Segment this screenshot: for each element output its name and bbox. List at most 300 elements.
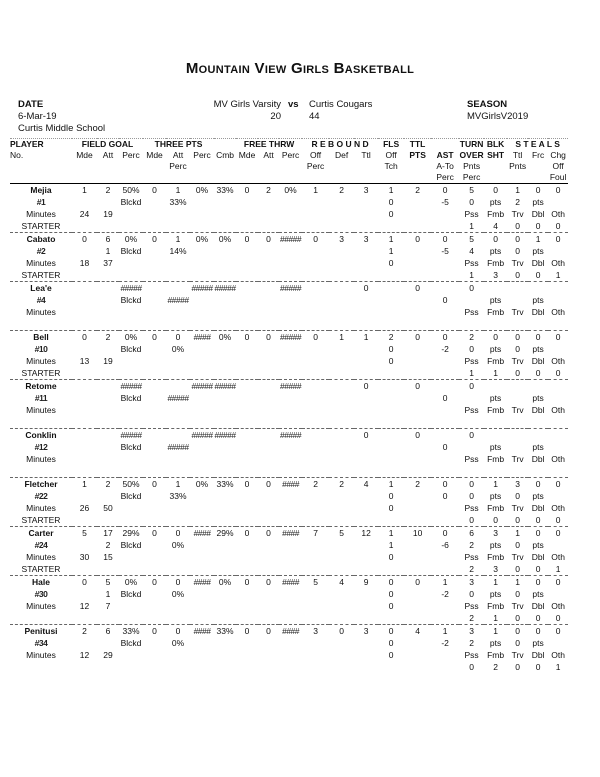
stat-cell [236, 416, 258, 429]
stat-cell [279, 551, 302, 563]
stat-cell [119, 220, 143, 233]
stat-cell: Blckd [120, 344, 142, 354]
stat-cell [302, 588, 329, 600]
stat-cell [329, 429, 354, 442]
stat-cell: Fmb [487, 356, 505, 366]
col-header-cmb: Cmb [216, 150, 235, 160]
stat-cell [431, 269, 459, 282]
stat-cell [459, 294, 484, 306]
stat-cell: pts [532, 442, 544, 452]
stat-cell [548, 294, 568, 306]
stat-cell: 5 [329, 527, 354, 540]
stat-cell: 1 [388, 540, 394, 550]
stat-cell [143, 318, 166, 331]
stat-cell: 1 [378, 233, 404, 246]
stat-cell: 0 [528, 478, 548, 491]
stat-cell: 50% [119, 478, 143, 491]
stat-cell [258, 539, 279, 551]
stat-cell: 33% [214, 625, 236, 638]
stat-cell [236, 294, 258, 306]
stat-cell: 1 [528, 233, 548, 246]
stat-cell: 0 [378, 625, 404, 638]
stat-cell: 1 [507, 527, 528, 540]
stat-cell: 0 [72, 331, 97, 344]
stat-cell: 0 [507, 331, 528, 344]
col-header-pnts-to: Pnts [463, 161, 481, 171]
stat-cell: 0 [388, 356, 394, 366]
stat-cell [279, 637, 302, 649]
season-label: SEASON [467, 99, 508, 110]
stat-cell [354, 208, 378, 220]
stat-cell [72, 404, 97, 416]
stat-cell [354, 416, 378, 429]
stat-cell [329, 453, 354, 465]
stat-cell [378, 453, 404, 465]
stat-cell: 0 [515, 564, 520, 574]
stat-cell [97, 380, 119, 393]
stat-cell: 0 [388, 344, 394, 354]
stat-cell: ##### [167, 393, 189, 403]
stat-cell [404, 490, 431, 502]
stat-cell [190, 600, 214, 612]
stat-cell [404, 551, 431, 563]
stat-cell [236, 355, 258, 367]
col-header-blk: BLK [486, 139, 505, 149]
stat-cell [548, 282, 568, 295]
stat-cell [166, 502, 190, 514]
stat-cell: 0 [548, 527, 568, 540]
stat-cell [97, 220, 119, 233]
stat-cell [354, 294, 378, 306]
header-row-sub3 [10, 172, 568, 184]
stat-cell [354, 220, 378, 233]
stat-cell: Oth [551, 601, 565, 611]
stat-cell: 30 [79, 552, 90, 562]
player-row [10, 661, 568, 673]
stat-cell [236, 588, 258, 600]
stat-cell: 0 [388, 503, 394, 513]
stat-cell: #### [279, 576, 302, 589]
stat-cell: Fmb [487, 503, 505, 513]
stat-cell: pts [489, 197, 502, 207]
stat-cell [528, 318, 548, 331]
stat-cell [166, 465, 190, 478]
minutes-label: Minutes [26, 356, 56, 366]
player-row [10, 514, 568, 527]
stat-cell [302, 343, 329, 355]
stat-cell [404, 465, 431, 478]
stat-cell [166, 269, 190, 282]
stat-cell: pts [532, 344, 544, 354]
player-name: Hale [10, 576, 72, 589]
stat-cell: Pss [464, 601, 479, 611]
stat-cell [258, 661, 279, 673]
stat-cell [302, 355, 329, 367]
stat-cell [258, 355, 279, 367]
stat-cell [119, 453, 143, 465]
stat-cell: 0 [535, 515, 541, 525]
stat-cell [72, 465, 97, 478]
stat-cell: 0% [119, 576, 143, 589]
stat-cell [236, 453, 258, 465]
stat-cell [72, 429, 97, 442]
stat-cell [72, 294, 97, 306]
stat-cell: 0% [171, 344, 185, 354]
stat-cell: 0 [388, 209, 394, 219]
col-header-mde: Mde [238, 150, 256, 160]
stat-cell [190, 306, 214, 318]
stat-cell [329, 490, 354, 502]
stat-cell [431, 416, 459, 429]
stat-cell: 15 [103, 552, 113, 562]
stat-cell [378, 294, 404, 306]
col-header-att: Att [263, 150, 274, 160]
stat-cell [97, 514, 119, 527]
player-row [10, 539, 568, 551]
stat-cell [329, 649, 354, 661]
stat-cell: #### [279, 478, 302, 491]
stat-cell [378, 306, 404, 318]
stat-cell: 1 [484, 625, 507, 638]
stat-cell [166, 661, 190, 673]
stat-cell [431, 502, 459, 514]
stat-cell: 0 [143, 527, 166, 540]
minutes-label: Minutes [26, 405, 56, 415]
col-header-tch: Tch [384, 161, 398, 171]
stat-cell: 3 [507, 478, 528, 491]
stat-cell: 0 [388, 601, 394, 611]
stat-cell: Pss [464, 650, 479, 660]
stat-cell [214, 563, 236, 576]
col-header-perc: Perc [122, 150, 140, 160]
stat-cell: pts [489, 344, 502, 354]
stat-cell [258, 380, 279, 393]
starter-label [10, 661, 72, 673]
col-header-foul: Foul [549, 172, 567, 182]
player-number: #11 [34, 393, 48, 403]
stat-cell: 1 [555, 564, 561, 574]
stat-cell [431, 404, 459, 416]
stat-cell: 0 [354, 380, 378, 393]
stat-cell: 0 [555, 613, 561, 623]
stat-cell: 1 [431, 625, 459, 638]
stat-cell [258, 514, 279, 527]
stat-cell: 3 [459, 576, 484, 589]
stat-cell: -6 [441, 540, 449, 550]
stat-cell [119, 404, 143, 416]
stat-cell: 0 [484, 331, 507, 344]
stat-cell: Fmb [487, 454, 505, 464]
stat-cell: 12 [79, 650, 90, 660]
stat-cell [279, 306, 302, 318]
stat-cell: 0 [166, 527, 190, 540]
col-header-turn: TURN [459, 139, 484, 149]
stat-cell [431, 257, 459, 269]
stat-cell: pts [489, 246, 502, 256]
stat-cell [258, 404, 279, 416]
minutes-label: Minutes [26, 552, 56, 562]
stat-cell: 33% [119, 625, 143, 638]
player-name: Bell [10, 331, 72, 344]
stat-cell [302, 392, 329, 404]
stat-cell [459, 416, 484, 429]
player-name: Conklin [10, 429, 72, 442]
player-name: Carter [10, 527, 72, 540]
stat-cell [72, 269, 97, 282]
stat-cell [507, 465, 528, 478]
stat-cell [97, 294, 119, 306]
player-row [10, 600, 568, 612]
player-row [10, 269, 568, 282]
stat-cell: #### [190, 527, 214, 540]
stat-cell [214, 245, 236, 257]
player-number: #4 [36, 295, 46, 305]
stat-cell: 1 [555, 662, 561, 672]
stat-cell [143, 551, 166, 563]
stat-cell [236, 245, 258, 257]
stat-cell: 6 [459, 527, 484, 540]
player-row [10, 196, 568, 208]
stat-cell: 1 [507, 576, 528, 589]
stat-cell [190, 551, 214, 563]
stat-cell [190, 514, 214, 527]
stat-cell: 0 [515, 613, 520, 623]
player-name: Penitusi [10, 625, 72, 638]
stat-cell [190, 392, 214, 404]
col-header-ttl-steals: Ttl [512, 150, 523, 160]
stat-cell [143, 380, 166, 393]
stat-cell: pts [489, 295, 502, 305]
stat-cell [378, 404, 404, 416]
stat-cell: 12 [354, 527, 378, 540]
player-row [10, 612, 568, 625]
stat-cell [214, 257, 236, 269]
stat-cell [214, 367, 236, 380]
stat-cell [354, 612, 378, 625]
stat-cell [329, 600, 354, 612]
stat-cell [119, 367, 143, 380]
stat-cell: 0 [515, 491, 520, 501]
stat-cell: 1 [469, 368, 474, 378]
stat-cell [404, 514, 431, 527]
stat-cell [119, 306, 143, 318]
player-number: #24 [34, 540, 48, 550]
stat-cell [431, 318, 459, 331]
stat-cell [548, 245, 568, 257]
stat-cell [484, 318, 507, 331]
stat-cell: ##### [191, 381, 213, 391]
stat-cell [119, 661, 143, 673]
player-row [10, 392, 568, 404]
stat-cell [302, 502, 329, 514]
stat-cell: 3 [354, 625, 378, 638]
stat-cell: 4 [493, 221, 498, 231]
stat-cell: Trv [511, 356, 524, 366]
stat-cell [119, 502, 143, 514]
stat-cell: 50% [122, 185, 140, 195]
stat-cell: 1 [515, 185, 520, 195]
home-team: MV Girls Varsity [213, 99, 281, 110]
stat-cell: 1 [354, 331, 378, 344]
stat-cell [279, 539, 302, 551]
stat-cell [484, 429, 507, 442]
stat-cell [431, 612, 459, 625]
stat-cell: 3 [493, 564, 498, 574]
stat-cell: pts [532, 589, 544, 599]
stat-cell: pts [532, 197, 544, 207]
player-name: Lea'e [10, 282, 72, 295]
stat-cell: 0 [143, 331, 166, 344]
stat-cell [507, 380, 528, 393]
stat-cell: 0 [166, 576, 190, 589]
stat-cell [354, 588, 378, 600]
header-row-groups [10, 139, 568, 151]
stat-cell: 1 [105, 246, 111, 256]
stat-cell: Oth [551, 405, 565, 415]
col-header-player: PLAYER [10, 139, 44, 149]
player-row [10, 343, 568, 355]
stat-cell [404, 269, 431, 282]
stat-cell: 0 [236, 576, 258, 589]
stat-cell: 0 [548, 576, 568, 589]
stat-cell: 0 [493, 515, 498, 525]
stat-cell [354, 245, 378, 257]
stat-cell [97, 416, 119, 429]
stat-cell [97, 612, 119, 625]
stat-cell: 19 [103, 356, 113, 366]
stat-cell: Dbl [531, 405, 545, 415]
stat-cell [190, 416, 214, 429]
stat-cell [214, 355, 236, 367]
stat-cell [329, 245, 354, 257]
stat-cell [143, 441, 166, 453]
stat-cell [72, 514, 97, 527]
stat-cell [166, 220, 190, 233]
stat-cell: 0 [528, 576, 548, 589]
stat-cell [166, 355, 190, 367]
stat-cell [258, 196, 279, 208]
col-header-att: Att [102, 150, 114, 160]
stat-cell [404, 245, 431, 257]
stat-cell: 0 [515, 662, 520, 672]
stat-cell: 0 [143, 478, 166, 491]
col-header-ttl: TTL [409, 139, 426, 149]
stat-cell [258, 490, 279, 502]
player-row [10, 233, 568, 246]
stat-cell: 0 [507, 625, 528, 638]
player-name: Fletcher [10, 478, 72, 491]
stat-cell: 0% [171, 589, 185, 599]
stat-cell [72, 196, 97, 208]
stat-cell: 1 [105, 589, 111, 599]
stat-cell [258, 245, 279, 257]
stat-cell [258, 269, 279, 282]
stat-cell [302, 429, 329, 442]
stat-cell: 0 [236, 233, 258, 246]
stat-cell [214, 392, 236, 404]
stat-cell: Pss [464, 258, 479, 268]
stat-cell: 3 [354, 233, 378, 246]
stat-cell [279, 367, 302, 380]
col-header-off-fls: Off [385, 150, 397, 160]
stat-cell [431, 282, 459, 295]
stat-cell [190, 355, 214, 367]
stat-cell [279, 600, 302, 612]
starter-label: STARTER [21, 221, 61, 231]
home-score: 20 [270, 111, 281, 122]
player-row [10, 576, 568, 589]
stat-cell: 0 [404, 233, 431, 246]
stat-cell [302, 453, 329, 465]
stat-cell [354, 367, 378, 380]
stat-cell [507, 429, 528, 442]
stat-cell: ##### [214, 283, 236, 293]
stat-cell [279, 269, 302, 282]
stat-cell [507, 318, 528, 331]
stat-cell: 2 [469, 564, 474, 574]
stat-cell [329, 502, 354, 514]
stat-cell [354, 441, 378, 453]
stat-cell [431, 465, 459, 478]
player-name: Cabato [10, 233, 72, 246]
stat-cell: 2 [415, 185, 420, 195]
stat-cell: Fmb [487, 258, 505, 268]
stat-cell [354, 257, 378, 269]
stat-cell [302, 490, 329, 502]
stats-table [10, 138, 568, 673]
stat-cell: 0 [388, 197, 394, 207]
stat-cell [166, 282, 190, 295]
stat-cell [354, 453, 378, 465]
stat-cell: Oth [551, 454, 565, 464]
stat-cell [431, 220, 459, 233]
stat-cell [378, 367, 404, 380]
stat-cell: 2 [493, 662, 498, 672]
stat-cell: 1 [378, 527, 404, 540]
starter-label [10, 612, 72, 625]
stat-cell [329, 539, 354, 551]
stat-cell [214, 220, 236, 233]
stat-cell [143, 355, 166, 367]
stat-cell: 0 [388, 638, 394, 648]
stat-cell [72, 245, 97, 257]
stat-cell [72, 367, 97, 380]
stat-cell [484, 380, 507, 393]
player-row [10, 404, 568, 416]
stat-cell: 1 [493, 613, 498, 623]
player-row [10, 551, 568, 563]
stat-cell [302, 282, 329, 295]
stat-cell: 1 [431, 576, 459, 589]
stat-cell [279, 649, 302, 661]
stat-cell [548, 588, 568, 600]
stat-cell: 13 [79, 356, 90, 366]
stat-cell [258, 429, 279, 442]
stat-cell: 0 [515, 270, 520, 280]
stat-cell: 0% [214, 576, 236, 589]
stat-cell [431, 514, 459, 527]
stat-cell [97, 563, 119, 576]
stat-cell [431, 429, 459, 442]
player-row [10, 331, 568, 344]
stat-cell [72, 490, 97, 502]
stat-cell [507, 416, 528, 429]
stat-cell: Dbl [531, 356, 545, 366]
stat-cell [143, 612, 166, 625]
stat-cell [214, 269, 236, 282]
stat-cell [548, 392, 568, 404]
stat-cell: 2 [469, 638, 474, 648]
